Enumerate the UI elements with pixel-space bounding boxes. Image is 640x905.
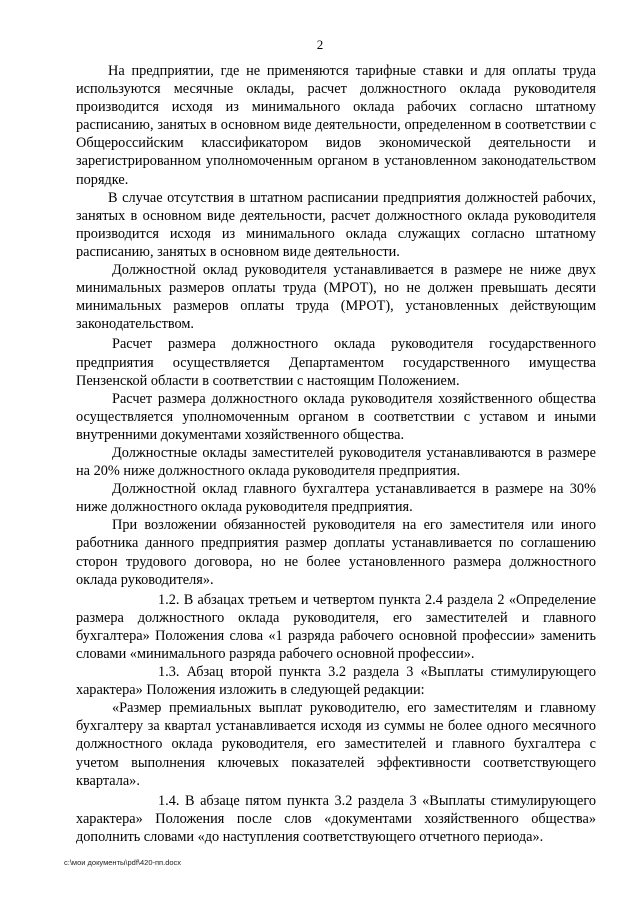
document-body — [76, 62, 596, 846]
clause-1-4: 1.4. В абзаце пятом пункта 3.2 раздела 3 «Выплаты стимулирующего характера» Положения после слов «документами хозяйственного общества» дополнить словами «до наступления соответствующего отчетного периода». — [76, 792, 596, 845]
clause-1-2: 1.2. В абзацах третьем и четвертом пункта 2.4 раздела 2 «Определение размера должностного оклада руководителя, его заместителей и главного бухгалтера» Положения слова «1 разряда рабочего основной профессии» заменить словами «минимального разряда рабочего основной профессии». — [76, 591, 596, 662]
paragraph-state-enterprise: Расчет размера должностного оклада руководителя государственного предприятия осуществляется Департаментом государственного имущества Пензенской области в соответствии с настоящим Положением. — [76, 336, 596, 389]
paragraph-acting-head: При возложении обязанностей руководителя на его заместителя или иного работника данного предприятия размер доплаты устанавливается по соглашению сторон трудового договора, но не более установленного размера должностного оклада руководителя». — [76, 517, 596, 588]
paragraph-no-workers: В случае отсутствия в штатном расписании предприятия должностей рабочих, занятых в основном виде деятельности, расчет должностного оклада руководителя производится исходя из минимального оклада служащих согласно штатному расписанию, занятых в основном виде деятельности. — [76, 189, 596, 260]
clause-1-3: 1.3. Абзац второй пункта 3.2 раздела 3 «Выплаты стимулирующего характера» Положения изложить в следующей редакции: — [76, 664, 596, 699]
paragraph-bonus-payments: «Размер премиальных выплат руководителю, его заместителям и главному бухгалтеру за квартал устанавливается исходя из суммы не более одного месячного должностного оклада руководителя, его заместителей и главного бухгалтера с учетом выполнения ключевых показателей эффективности соответствующего квартала». — [76, 700, 596, 789]
paragraph-salary-mrot: Должностной оклад руководителя устанавливается в размере не ниже двух минимальных размеров оплаты труда (МРОТ), но не должен превышать десяти минимальных размеров оплаты труда (МРОТ), установленных действующим законодательством. — [76, 262, 596, 333]
file-path-footer: c:\мои документы\pdf\420-пп.docx — [64, 858, 182, 867]
paragraph-tariff: На предприятии, где не применяются тарифные ставки и для оплаты труда используются месячные оклады, расчет должностного оклада руководителя производится исходя из минимального оклада рабочих согласно штатному расписанию, занятых в основном виде деятельности, определенном в соответствии с Общероссийским классификатором видов экономической деятельности и зарегистрированном уполномоченным органом в установленном законодательством порядке. — [76, 63, 596, 188]
paragraph-business-company: Расчет размера должностного оклада руководителя хозяйственного общества осуществляется уполномоченным органом в соответствии с уставом и иными внутренними документами хозяйственного общества. — [76, 390, 596, 443]
page-number: 2 — [316, 37, 324, 52]
paragraph-chief-accountant: Должностной оклад главного бухгалтера устанавливается в размере на 30% ниже должностного оклада руководителя предприятия. — [76, 481, 596, 516]
paragraph-deputies: Должностные оклады заместителей руководителя устанавливаются в размере на 20% ниже должностного оклада руководителя предприятия. — [76, 444, 596, 480]
